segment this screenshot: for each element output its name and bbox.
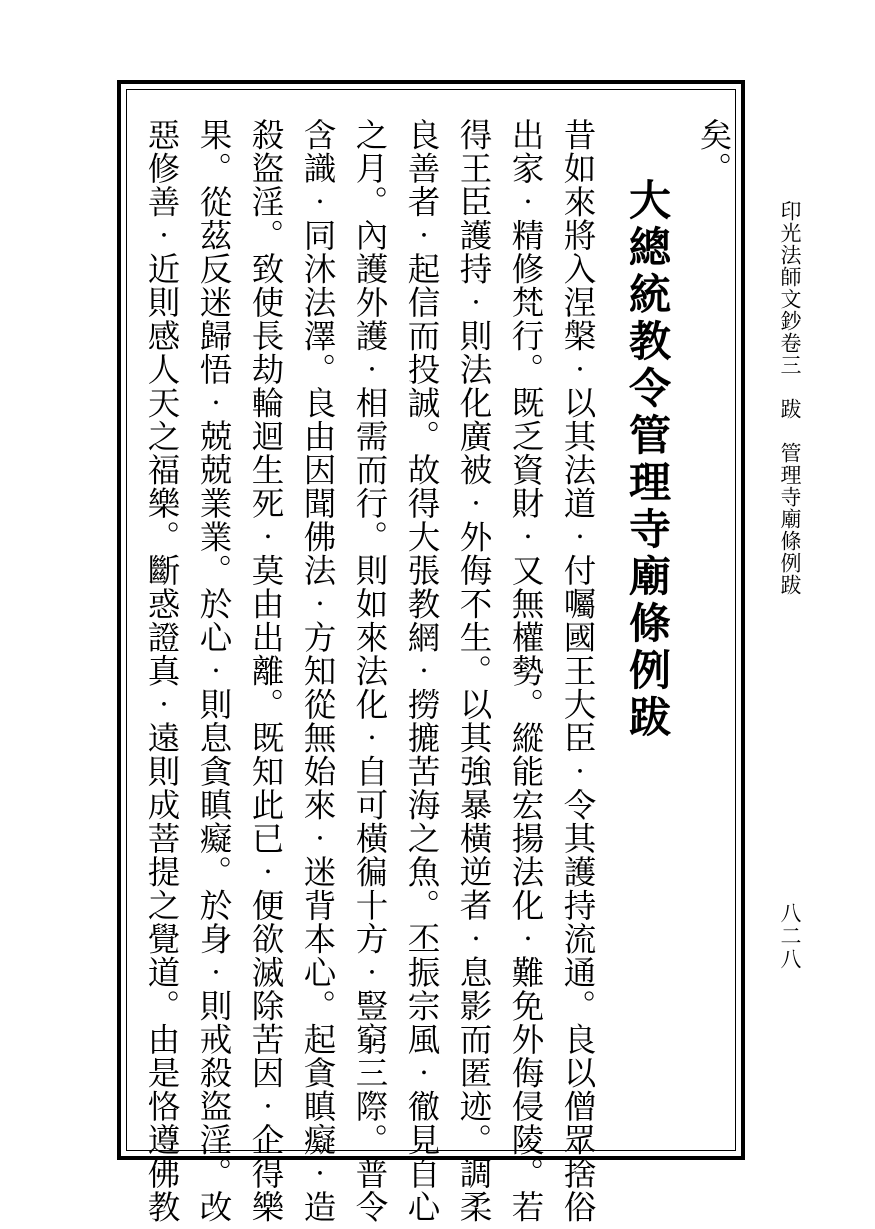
text-column-4: 良善者‧起信而投誠。故得大張教網‧撈摝苦海之魚。丕振宗風‧徹見自心 (403, 118, 441, 1224)
page-number: 八二八 (778, 902, 802, 971)
text-column-3: 得王臣護持‧則法化廣被‧外侮不生。以其強暴橫逆者‧息影而匿迹。調柔 (455, 118, 493, 1224)
running-head: 印光法師文鈔卷三 跋 管理寺廟條例跋 (778, 200, 802, 596)
text-column-8: 果。從茲反迷歸悟‧兢兢業業。於心‧則息貪瞋癡。於身‧則戒殺盜淫。改 (195, 118, 233, 1224)
text-column-9: 惡修善‧近則感人天之福樂。斷惑證真‧遠則成菩提之覺道。由是恪遵佛教 (143, 118, 181, 1224)
text-column-5: 之月。內護外護‧相需而行。則如來法化‧自可橫徧十方‧豎窮三際。普令 (351, 118, 389, 1224)
text-column-1: 昔如來將入涅槃‧以其法道‧付囑國王大臣‧令其護持流通。良以僧眾捨俗 (559, 118, 597, 1224)
previous-text-ending: 矣。 (695, 118, 733, 185)
article-title: 大總統教令管理寺廟條例跋 (623, 178, 672, 742)
text-column-7: 殺盜淫。致使長劫輪迴生死‧莫由出離。既知此已‧便欲滅除苦因‧企得樂 (247, 118, 285, 1224)
text-column-6: 含識‧同沐法澤。良由因聞佛法‧方知從無始來‧迷背本心。起貪瞋癡‧造 (299, 118, 337, 1224)
text-column-2: 出家‧精修梵行。既乏資財‧又無權勢。縱能宏揚法化‧難免外侮侵陵。若 (507, 118, 545, 1224)
